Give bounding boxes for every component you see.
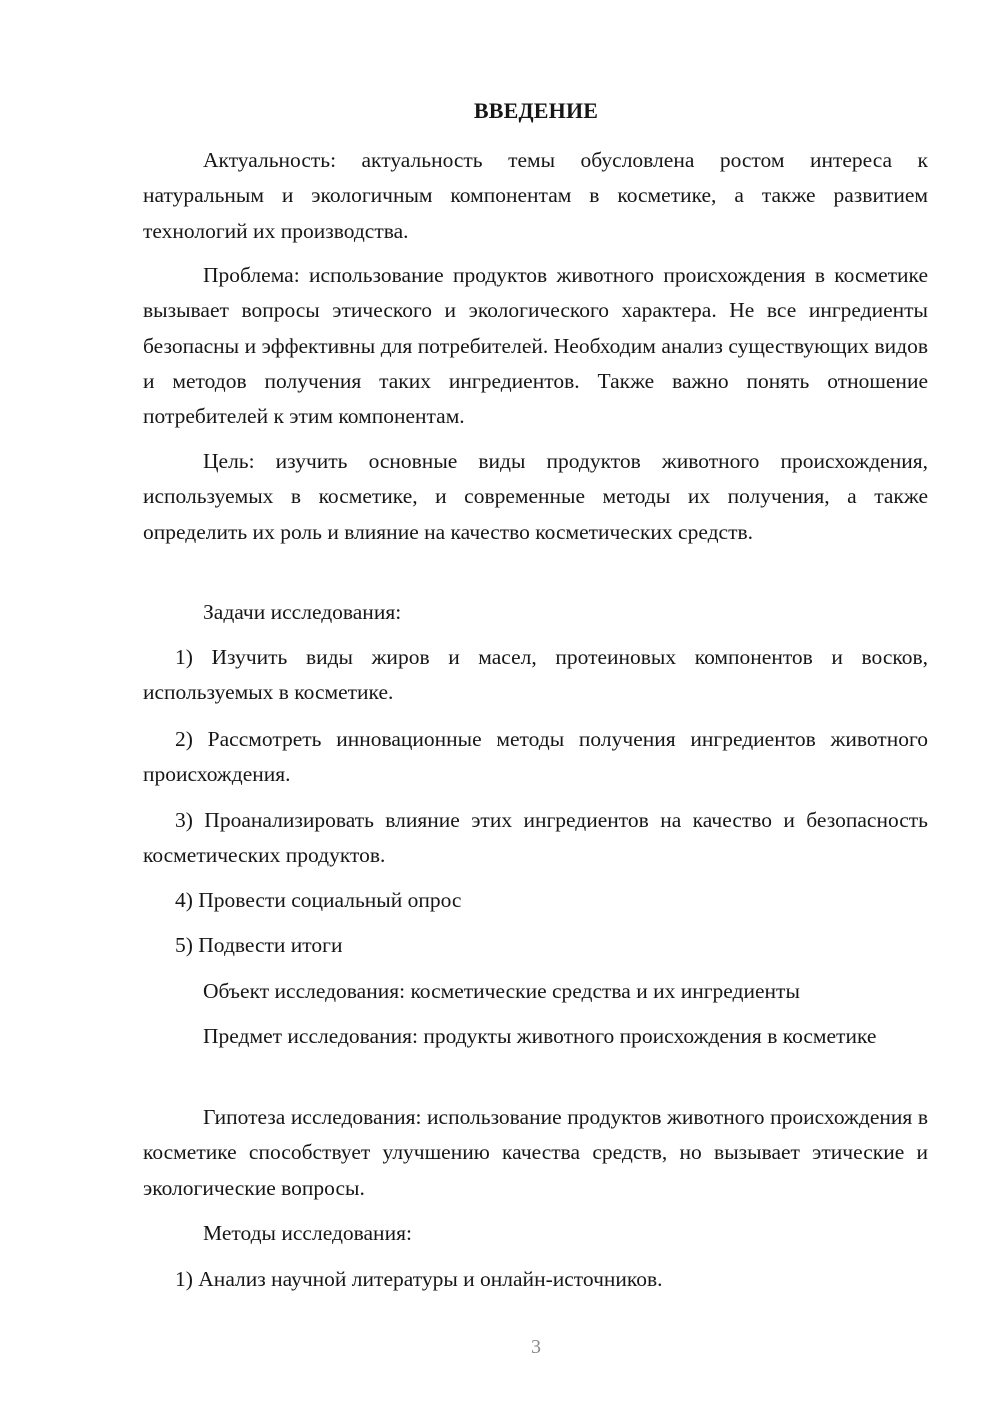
paragraph-object: Объект исследования: косметические средства и их ингредиенты	[203, 979, 800, 1003]
methods-heading: Методы исследования:	[203, 1221, 412, 1245]
paragraph-relevance: Актуальность: актуальность темы обусловлена ростом интереса к натуральным и экологичным компонентам в косметике, а также развитием технологий их производства.	[143, 148, 928, 243]
task-item-5: 5) Подвести итоги	[175, 933, 343, 957]
section-title: ВВЕДЕНИЕ	[473, 98, 599, 123]
paragraph-hypothesis: Гипотеза исследования: использование продуктов животного происхождения в косметике способствует улучшению качества средств, но вызывает этические и экологические вопросы.	[143, 1105, 928, 1200]
task-item-3: 3) Проанализировать влияние этих ингредиентов на качество и безопасность косметических продуктов.	[143, 808, 928, 868]
page-number: 3	[531, 1336, 541, 1358]
paragraph-subject: Предмет исследования: продукты животного происхождения в косметике	[203, 1024, 877, 1048]
tasks-heading: Задачи исследования:	[203, 600, 402, 624]
task-item-1: 1) Изучить виды жиров и масел, протеиновых компонентов и восков, используемых в косметике.	[143, 645, 928, 705]
paragraph-problem: Проблема: использование продуктов животного происхождения в косметике вызывает вопросы этического и экологического характера. Не все ингредиенты безопасны и эффективны для потребителей. Необходим анализ существующих видов и методов получения таких ингредиентов. Также важно понять отношение потребителей к этим компонентам.	[143, 263, 928, 429]
method-item-1: 1) Анализ научной литературы и онлайн-источников.	[175, 1267, 663, 1291]
task-item-4: 4) Провести социальный опрос	[175, 888, 462, 912]
paragraph-goal: Цель: изучить основные виды продуктов животного происхождения, используемых в косметике, и современные методы их получения, а также определить их роль и влияние на качество косметических средств.	[143, 449, 928, 544]
task-item-2: 2) Рассмотреть инновационные методы получения ингредиентов животного происхождения.	[143, 727, 928, 787]
